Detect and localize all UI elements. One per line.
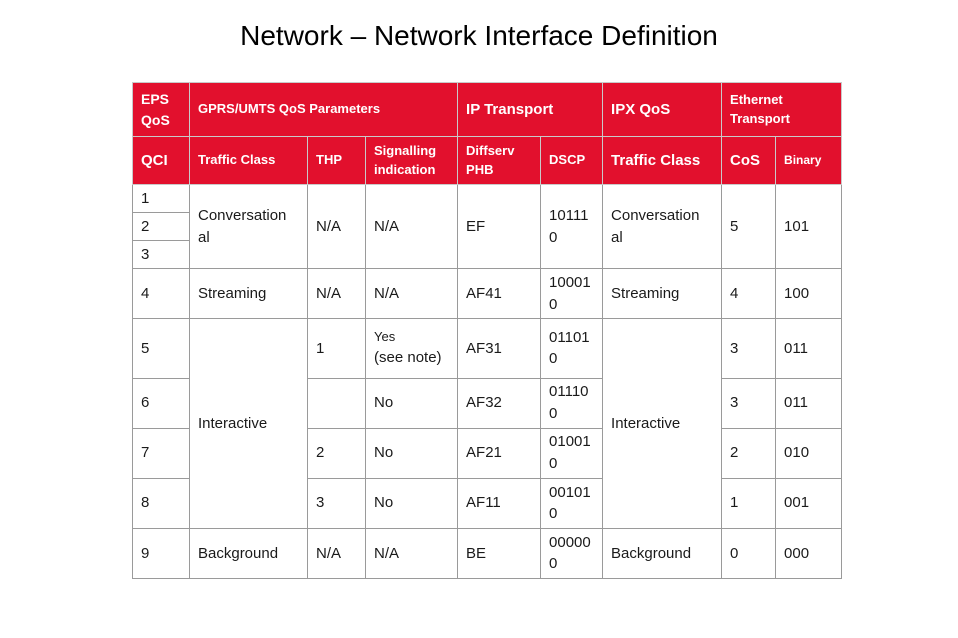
header-thp: THP [308, 137, 366, 185]
cell-binary: 011 [776, 319, 842, 378]
table-row [133, 269, 842, 319]
cell-cos: 5 [722, 185, 776, 269]
cell-qci: 7 [133, 428, 190, 478]
cell-signalling: No [366, 478, 458, 528]
header-cos: CoS [722, 137, 776, 185]
cell-cos: 0 [722, 528, 776, 578]
cell-dscp: 10001 0 [541, 269, 603, 319]
cell-traffic-class: Background [190, 528, 308, 578]
cell-dscp: 01101 0 [541, 319, 603, 378]
cell-binary: 010 [776, 428, 842, 478]
cell-phb: EF [458, 185, 541, 269]
header-binary: Binary [776, 137, 842, 185]
cell-phb: AF41 [458, 269, 541, 319]
cell-binary: 000 [776, 528, 842, 578]
cell-qci: 9 [133, 528, 190, 578]
cell-ipx-traffic-class: Interactive [603, 319, 722, 528]
cell-signalling [366, 319, 458, 378]
header-ipx-qos: IPX QoS [603, 83, 722, 137]
cell-dscp: 01001 0 [541, 428, 603, 478]
cell-traffic-class: Interactive [190, 319, 308, 528]
table-row [133, 319, 842, 378]
header-gprs-umts: GPRS/UMTS QoS Parameters [190, 83, 458, 137]
signalling-see-note: (see note) [374, 349, 442, 367]
cell-qci: 4 [133, 269, 190, 319]
cell-thp: 2 [308, 428, 366, 478]
cell-qci: 5 [133, 319, 190, 378]
cell-dscp: 10111 0 [541, 185, 603, 269]
table-row [133, 185, 842, 213]
cell-thp: N/A [308, 528, 366, 578]
signalling-yes: Yes [374, 329, 396, 345]
header-signalling-indication: Signalling indication [366, 137, 458, 185]
cell-cos: 3 [722, 319, 776, 378]
cell-phb: AF21 [458, 428, 541, 478]
cell-dscp: 01110 0 [541, 378, 603, 428]
cell-phb: AF32 [458, 378, 541, 428]
cell-cos: 3 [722, 378, 776, 428]
page-title: Network – Network Interface Definition [240, 20, 718, 51]
cell-phb: BE [458, 528, 541, 578]
cell-qci: 2 [133, 213, 190, 241]
cell-phb: AF31 [458, 319, 541, 378]
cell-dscp: 00101 0 [541, 478, 603, 528]
cell-ipx-traffic-class: Conversation al [603, 185, 722, 269]
cell-traffic-class: Conversation al [190, 185, 308, 269]
cell-thp: 1 [308, 319, 366, 378]
cell-traffic-class: Streaming [190, 269, 308, 319]
cell-thp: 3 [308, 478, 366, 528]
header-traffic-class: Traffic Class [190, 137, 308, 185]
cell-binary: 001 [776, 478, 842, 528]
qos-mapping-table [132, 82, 842, 579]
header-ipx-traffic-class: Traffic Class [603, 137, 722, 185]
cell-phb: AF11 [458, 478, 541, 528]
header-row-subcolumns [133, 137, 842, 185]
cell-thp: N/A [308, 269, 366, 319]
cell-qci: 8 [133, 478, 190, 528]
cell-dscp: 00000 0 [541, 528, 603, 578]
header-eps-qos: EPS QoS [133, 83, 190, 137]
cell-thp: N/A [308, 185, 366, 269]
cell-signalling: N/A [366, 528, 458, 578]
cell-signalling: N/A [366, 185, 458, 269]
header-ip-transport: IP Transport [458, 83, 603, 137]
cell-signalling: N/A [366, 269, 458, 319]
cell-binary: 101 [776, 185, 842, 269]
cell-ipx-traffic-class: Background [603, 528, 722, 578]
cell-qci: 1 [133, 185, 190, 213]
cell-cos: 4 [722, 269, 776, 319]
header-diffserv-phb: Diffserv PHB [458, 137, 541, 185]
cell-cos: 2 [722, 428, 776, 478]
cell-signalling: No [366, 428, 458, 478]
cell-qci: 6 [133, 378, 190, 428]
cell-signalling: No [366, 378, 458, 428]
cell-cos: 1 [722, 478, 776, 528]
header-row-groups [133, 83, 842, 137]
cell-ipx-traffic-class: Streaming [603, 269, 722, 319]
table-row [133, 528, 842, 578]
cell-thp [308, 378, 366, 428]
header-qci: QCI [133, 137, 190, 185]
cell-qci: 3 [133, 241, 190, 269]
cell-binary: 011 [776, 378, 842, 428]
header-ethernet-transport: Ethernet Transport [722, 83, 842, 137]
header-dscp: DSCP [541, 137, 603, 185]
cell-binary: 100 [776, 269, 842, 319]
